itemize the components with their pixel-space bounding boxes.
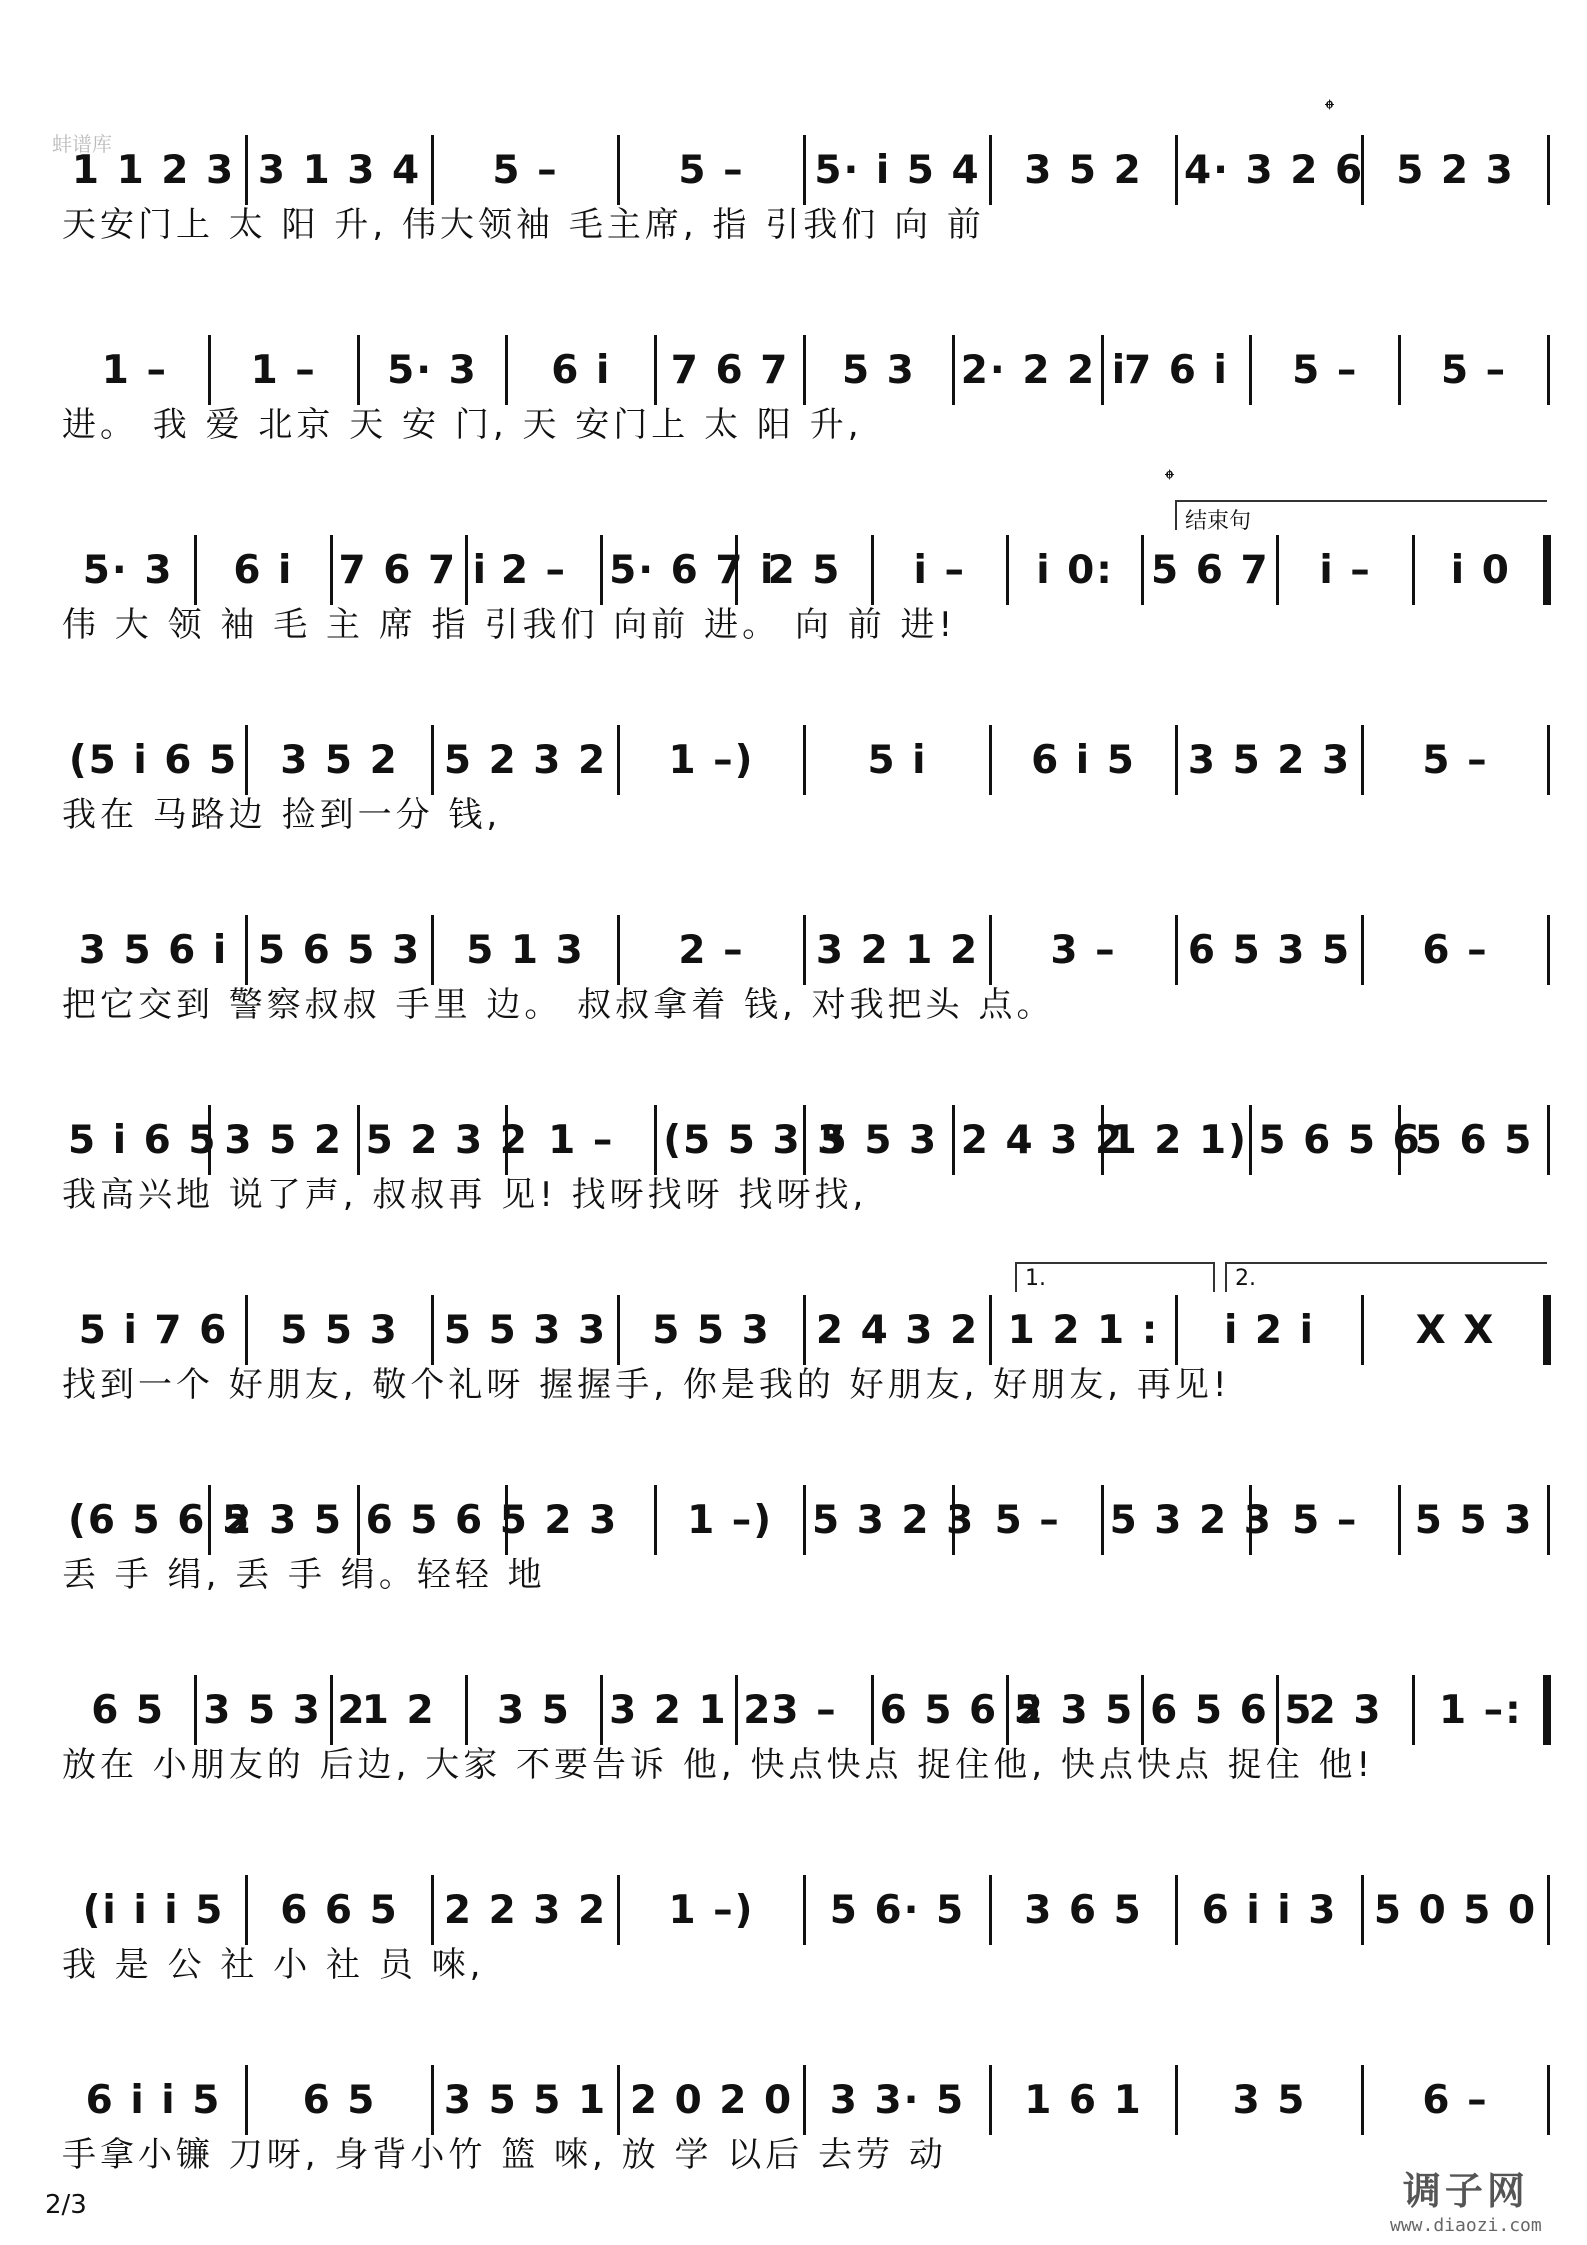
- measure: 5· 6 7 i: [603, 535, 738, 605]
- notation-line: [0, 135, 1587, 205]
- measure: 5 1 3: [434, 915, 620, 985]
- measure: 5 5 3: [1401, 1485, 1550, 1555]
- measure: 5 5 3: [806, 1105, 955, 1175]
- site-logo: [1390, 2160, 1542, 2236]
- measure: 6 5 6 5: [874, 1675, 1009, 1745]
- notation-line: [0, 335, 1587, 405]
- coda-sign-2: 𝄌: [1165, 465, 1174, 495]
- notation-line: [0, 535, 1587, 605]
- measure: 5 –: [434, 135, 620, 205]
- ending-phrase-bracket: [1175, 500, 1547, 534]
- measure: 5 3 2 3: [1104, 1485, 1253, 1555]
- measure: 2· 2 2 i: [955, 335, 1104, 405]
- measure: 4· 3 2 6: [1178, 135, 1364, 205]
- site-logo-name: 调子网: [1402, 2169, 1529, 2213]
- measure: 5 2 3: [1364, 135, 1550, 205]
- lyrics-line: 我 是 公 社 小 社 员 唻,: [62, 1945, 485, 1985]
- measure: 5 i 7 6: [62, 1295, 248, 1365]
- lyrics-line: 放在 小朋友的 后边, 大家 不要告诉 他, 快点快点 捉住他, 快点快点 捉住 他!: [62, 1745, 1375, 1785]
- measure: 3 5 2: [248, 725, 434, 795]
- measure: 2 4 3 2: [806, 1295, 992, 1365]
- measure: 1 –: [211, 335, 360, 405]
- measure: 5 6 5 6: [1252, 1105, 1401, 1175]
- measure: 1 2: [333, 1675, 468, 1745]
- measure: 5 –: [955, 1485, 1104, 1555]
- measure: 1 –): [657, 1485, 806, 1555]
- measure: 3 –: [992, 915, 1178, 985]
- measure: 7 6 7: [657, 335, 806, 405]
- measure: 5 3 2 3: [806, 1485, 955, 1555]
- measure: 6 6 5: [248, 1875, 434, 1945]
- measure: 3 5: [468, 1675, 603, 1745]
- lyrics-line: 我在 马路边 捡到一分 钱,: [62, 795, 502, 835]
- notation-line: [0, 2065, 1587, 2135]
- notation-line: [0, 1485, 1587, 1555]
- measure: 6 i i 5: [62, 2065, 248, 2135]
- measure: 7 6 7 i: [333, 535, 468, 605]
- second-ending-bracket: [1225, 1262, 1547, 1292]
- notation-line: [0, 1675, 1587, 1745]
- measure: 6 5: [248, 2065, 434, 2135]
- measure: 3 3· 5: [806, 2065, 992, 2135]
- second-ending-label: 2.: [1235, 1266, 1256, 1291]
- measure: 2 3 5: [1009, 1675, 1144, 1745]
- measure: 6 –: [1364, 915, 1550, 985]
- lyrics-line: 找到一个 好朋友, 敬个礼呀 握握手, 你是我的 好朋友, 好朋友, 再见!: [62, 1365, 1231, 1405]
- measure: 5 3: [806, 335, 955, 405]
- coda-sign-1: 𝄌: [1325, 95, 1334, 125]
- measure: 2 0 2 0: [620, 2065, 806, 2135]
- measure: 2 5: [738, 535, 873, 605]
- measure: X X: [1364, 1295, 1550, 1365]
- measure: (6 5 6 5: [62, 1485, 211, 1555]
- measure: 1 –): [620, 725, 806, 795]
- measure: 5 5 3 3: [434, 1295, 620, 1365]
- measure: 5 6· 5: [806, 1875, 992, 1945]
- final-barline: [1543, 535, 1551, 605]
- lyrics-line: 丢 手 绢, 丢 手 绢。轻轻 地: [62, 1555, 546, 1595]
- measure: 1 –): [620, 1875, 806, 1945]
- watermark: 蚌谱库: [52, 132, 112, 156]
- measure: 5 –: [1252, 1485, 1401, 1555]
- measure: 1 –:: [1415, 1675, 1550, 1745]
- measure: 3 5 6 i: [62, 915, 248, 985]
- measure: 5· i 5 4: [806, 135, 992, 205]
- measure: 3 2 1 2: [806, 915, 992, 985]
- measure: i –: [874, 535, 1009, 605]
- lyrics-line: 天安门上 太 阳 升, 伟大领袖 毛主席, 指 引我们 向 前: [62, 205, 985, 245]
- measure: 2 4 3 2: [955, 1105, 1104, 1175]
- page-number: 2/3: [45, 2190, 87, 2220]
- lyrics-line: 手拿小镰 刀呀, 身背小竹 篮 唻, 放 学 以后 去劳 动: [62, 2135, 947, 2175]
- measure: 2 3 5: [211, 1485, 360, 1555]
- measure: 5 0 5 0: [1364, 1875, 1550, 1945]
- measure: 3 2 1 2: [603, 1675, 738, 1745]
- lyrics-line: 把它交到 警察叔叔 手里 边。 叔叔拿着 钱, 对我把头 点。: [62, 985, 1055, 1025]
- first-ending-label: 1.: [1025, 1266, 1046, 1291]
- measure: 6 5 6 5: [360, 1485, 509, 1555]
- measure: 1 6 1: [992, 2065, 1178, 2135]
- measure: 2 –: [468, 535, 603, 605]
- notation-line: [0, 1875, 1587, 1945]
- measure: 6 i: [508, 335, 657, 405]
- measure: 3 5 2: [211, 1105, 360, 1175]
- measure: 3 6 5: [992, 1875, 1178, 1945]
- measure: 6 i 5: [992, 725, 1178, 795]
- measure: 2 3: [1279, 1675, 1414, 1745]
- measure: 6 –: [1364, 2065, 1550, 2135]
- ending-phrase-label: 结束句: [1185, 509, 1252, 534]
- measure: 5 –: [620, 135, 806, 205]
- measure: 3 –: [738, 1675, 873, 1745]
- measure: i 0:: [1009, 535, 1144, 605]
- lyrics-line: 伟 大 领 袖 毛 主 席 指 引我们 向前 进。 向 前 进!: [62, 605, 957, 645]
- measure: 2 2 3 2: [434, 1875, 620, 1945]
- measure: 1 1 2 3: [62, 135, 248, 205]
- measure: 1 –: [508, 1105, 657, 1175]
- measure: 5 6 5 3: [248, 915, 434, 985]
- final-barline: [1543, 1675, 1551, 1745]
- measure: 2 3: [508, 1485, 657, 1555]
- notation-line: [0, 1105, 1587, 1175]
- measure: 5· 3: [360, 335, 509, 405]
- measure: 5 i: [806, 725, 992, 795]
- notation-line: [0, 725, 1587, 795]
- measure: 5 5 3: [248, 1295, 434, 1365]
- measure: 6 5: [62, 1675, 197, 1745]
- notation-line: [0, 1295, 1587, 1365]
- site-logo-url: www.diaozi.com: [1390, 2215, 1542, 2236]
- lyrics-line: 我高兴地 说了声, 叔叔再 见! 找呀找呀 找呀找,: [62, 1175, 868, 1215]
- measure: 3 5 2: [992, 135, 1178, 205]
- measure: 2 –: [620, 915, 806, 985]
- first-ending-bracket: [1015, 1262, 1215, 1292]
- measure: 5· 3: [62, 535, 197, 605]
- notation-line: [0, 915, 1587, 985]
- measure: 5 –: [1364, 725, 1550, 795]
- measure: (5 i 6 5: [62, 725, 248, 795]
- measure: 6 5 3 5: [1178, 915, 1364, 985]
- measure: 5 –: [1401, 335, 1550, 405]
- measure: i 0: [1415, 535, 1550, 605]
- measure: 3 5: [1178, 2065, 1364, 2135]
- measure: 3 5 3 2: [197, 1675, 332, 1745]
- measure: 5 2 3 2: [434, 725, 620, 795]
- measure: 5 i 6 5: [62, 1105, 211, 1175]
- final-barline: [1543, 1295, 1551, 1365]
- measure: 3 1 3 4: [248, 135, 434, 205]
- measure: 5 6 7: [1144, 535, 1279, 605]
- measure: 7 6 i: [1104, 335, 1253, 405]
- measure: 5 5 3: [620, 1295, 806, 1365]
- lyrics-line: 进。 我 爱 北京 天 安 门, 天 安门上 太 阳 升,: [62, 405, 863, 445]
- measure: 5 6 5: [1401, 1105, 1550, 1175]
- measure: 1 2 1): [1104, 1105, 1253, 1175]
- measure: 6 5 6 5: [1144, 1675, 1279, 1745]
- measure: 5 2 3 2: [360, 1105, 509, 1175]
- measure: (5 5 3 3: [657, 1105, 806, 1175]
- measure: i –: [1279, 535, 1414, 605]
- measure: (i i i 5: [62, 1875, 248, 1945]
- measure: 1 2 1 :: [992, 1295, 1178, 1365]
- measure: 6 i i 3: [1178, 1875, 1364, 1945]
- measure: 3 5 5 1: [434, 2065, 620, 2135]
- measure: 6 i: [197, 535, 332, 605]
- measure: i 2 i: [1178, 1295, 1364, 1365]
- measure: 3 5 2 3: [1178, 725, 1364, 795]
- measure: 1 –: [62, 335, 211, 405]
- measure: 5 –: [1252, 335, 1401, 405]
